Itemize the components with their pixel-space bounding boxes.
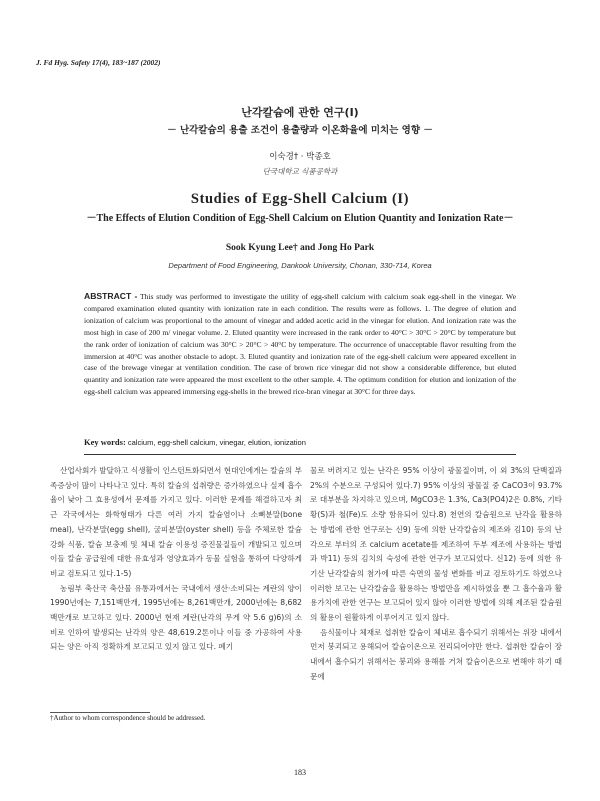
body-paragraph: 음식물이나 체재로 섭취한 칼슘이 체내로 흡수되기 위해서는 위장 내에서 먼저 붕괴되고 용해되어 칼슘이온으로 전리되어야만 한다. 섭취한 칼슘이 장내에서 흡수되기 위해서는 붕괴와 용해를 거쳐 칼슘이온으로 변해야 하기 때문에: [310, 627, 562, 681]
korean-subtitle: － 난각칼슘의 용출 조건이 용출량과 이온화율에 미치는 영향 －: [167, 125, 433, 136]
korean-affiliation: 단국대학교 식품공학과: [262, 167, 338, 176]
body-paragraph: 농림부 축산국 축산물 유통과에서는 국내에서 생산·소비되는 계란의 양이 1990년에는 7,151백만개, 1995년에는 8,261백만개, 2000년에는 8,682백만개로 보고하고 있다. 2000년 현재 계란(난각의 무게 약 5.6 g)6)의 소비로 인하여 발생되는 난각의 양은 48,619.2톤이나 이들 중 가공하여 사용되는 양은 아직 정확하게 보고되고 있지 않고 있다. 폐기: [50, 583, 302, 652]
english-affiliation: Department of Food Engineering, Dankook University, Chonan, 330-714, Korea: [168, 261, 432, 270]
english-authors: Sook Kyung Lee† and Jong Ho Park: [225, 243, 375, 253]
journal-citation: J. Fd Hyg. Safety 17(4), 183~187 (2002): [36, 58, 161, 67]
abstract: [84, 291, 516, 398]
english-title: Studies of Egg-Shell Calcium (I): [190, 191, 410, 207]
korean-title: 난각칼슘에 관한 연구(I): [241, 106, 359, 119]
body-right-column: [310, 464, 562, 685]
footnote-divider: [50, 712, 150, 713]
abstract-label: ABSTRACT -: [84, 291, 138, 301]
keywords-text: calcium, egg-shell calcium, vinegar, elution, ionization: [127, 438, 306, 447]
keywords-label: Key words:: [84, 437, 126, 447]
page-number: 183: [294, 768, 306, 777]
english-subtitle: －The Effects of Elution Condition of Egg-Shell Calcium on Elution Quantity and Ionization Rate－: [86, 213, 514, 224]
footnote: †Author to whom correspondence should be addressed.: [50, 714, 206, 722]
body-paragraph: 물로 버려지고 있는 난각은 95% 이상이 광물질이며, 이 외 3%의 단백질과 2%의 수분으로 구성되어 있다.7) 95% 이상의 광물질 중 CaCO3이 93.7%로 대부분을 차지하고 있으며, MgCO3은 1.3%, Ca3(PO4)2은 0.8%, 기타 황(S)과 철(Fe)도 소량 함유되어 있다.8) 천연의 칼슘원으로 난각을 활용하는 방법에 관한 연구로는 신9) 등에 의한 난각칼슘의 제조와 김10) 등의 난각으로 부터의 조 calcium acetate를 제조하여 두부 제조에 사용하는 방법과 박11) 등의 김치의 숙성에 관한 연구가 보고되었다. 신12) 등에 의한 유기산 난각칼슘의 첨가에 따른 숙면의 물성 변화를 비교 검토하기도 하였으나 이러한 보고는 난각칼슘을 활용하는 방법만을 제시하였을 뿐 그 흡수율과 활용가치에 관한 연구는 보고되어 있지 않아 이러한 방법에 의해 제조된 칼슘원의 활용이 원활하게 이루어지고 있지 않다.: [310, 466, 562, 623]
body-paragraph: 산업사회가 발달하고 식생활이 인스턴트화되면서 현대인에게는 칼슘의 부족증상이 많이 나타나고 있다. 특히 칼슘의 섭취량은 증가하였으나 실제 흡수율이 낮아 그 효용성에서 문제를 가지고 있다. 이러한 문제를 해결하고자 최근 각국에서는 화학형태가 다른 여러 가지 칼슘염이나 소뼈분말(bone meal), 난각분말(egg shell), 굴피분말(oyster shell) 등을 주체로한 칼슘 강화 식품, 칼슘 보충제 및 체내 칼슘 이용성 증진물질들이 개발되고 있으며 이들 칼슘 공급원에 대한 유효성과 영양효과가 동물 실험을 통하여 다양하게 비교 검토되고 있다.1-5): [50, 466, 302, 578]
body-left-column: [50, 464, 302, 655]
keywords: [84, 437, 306, 447]
section-divider: [84, 454, 516, 455]
abstract-text: This study was performed to investigate the utility of egg-shell calcium with calcium soak egg-shell in the vinegar. We compared examination eluted quantity with ionization rate in each condition. The results were as follows. 1. The degree of elution and ionization of calcium was proportional to the amount of vinegar and added acetic acid in the vinegar for elution. And ionization rate was the most high in case of 200 m/ vinegar volume. 2. Eluted quantity were increased in the rank order to 40°C > 30°C > 20°C by temperature but the rank order of ionization of calcium was 30°C > 20°C > 40°C by temperature. The occurrence of unacceptable flavor resulting from the immersion at 40°C was another obstacle to adopt. 3. Eluted quantity and ionization rate of the egg-shell calcium were appeared excellent in case of the brewage vinegar at ventilation condition. The case of brown rice vinegar did not show a considerable difference, but eluted quantity and ionization rate were appeared the most excellent to the other sample. 4. The optimum condition for elution and ionization of the egg-shell calcium was appeared immersing egg-shells in the brewed rice-bran vinegar at 30°C for three days.: [84, 292, 516, 397]
korean-authors: 이숙경† · 박종호: [269, 152, 331, 162]
